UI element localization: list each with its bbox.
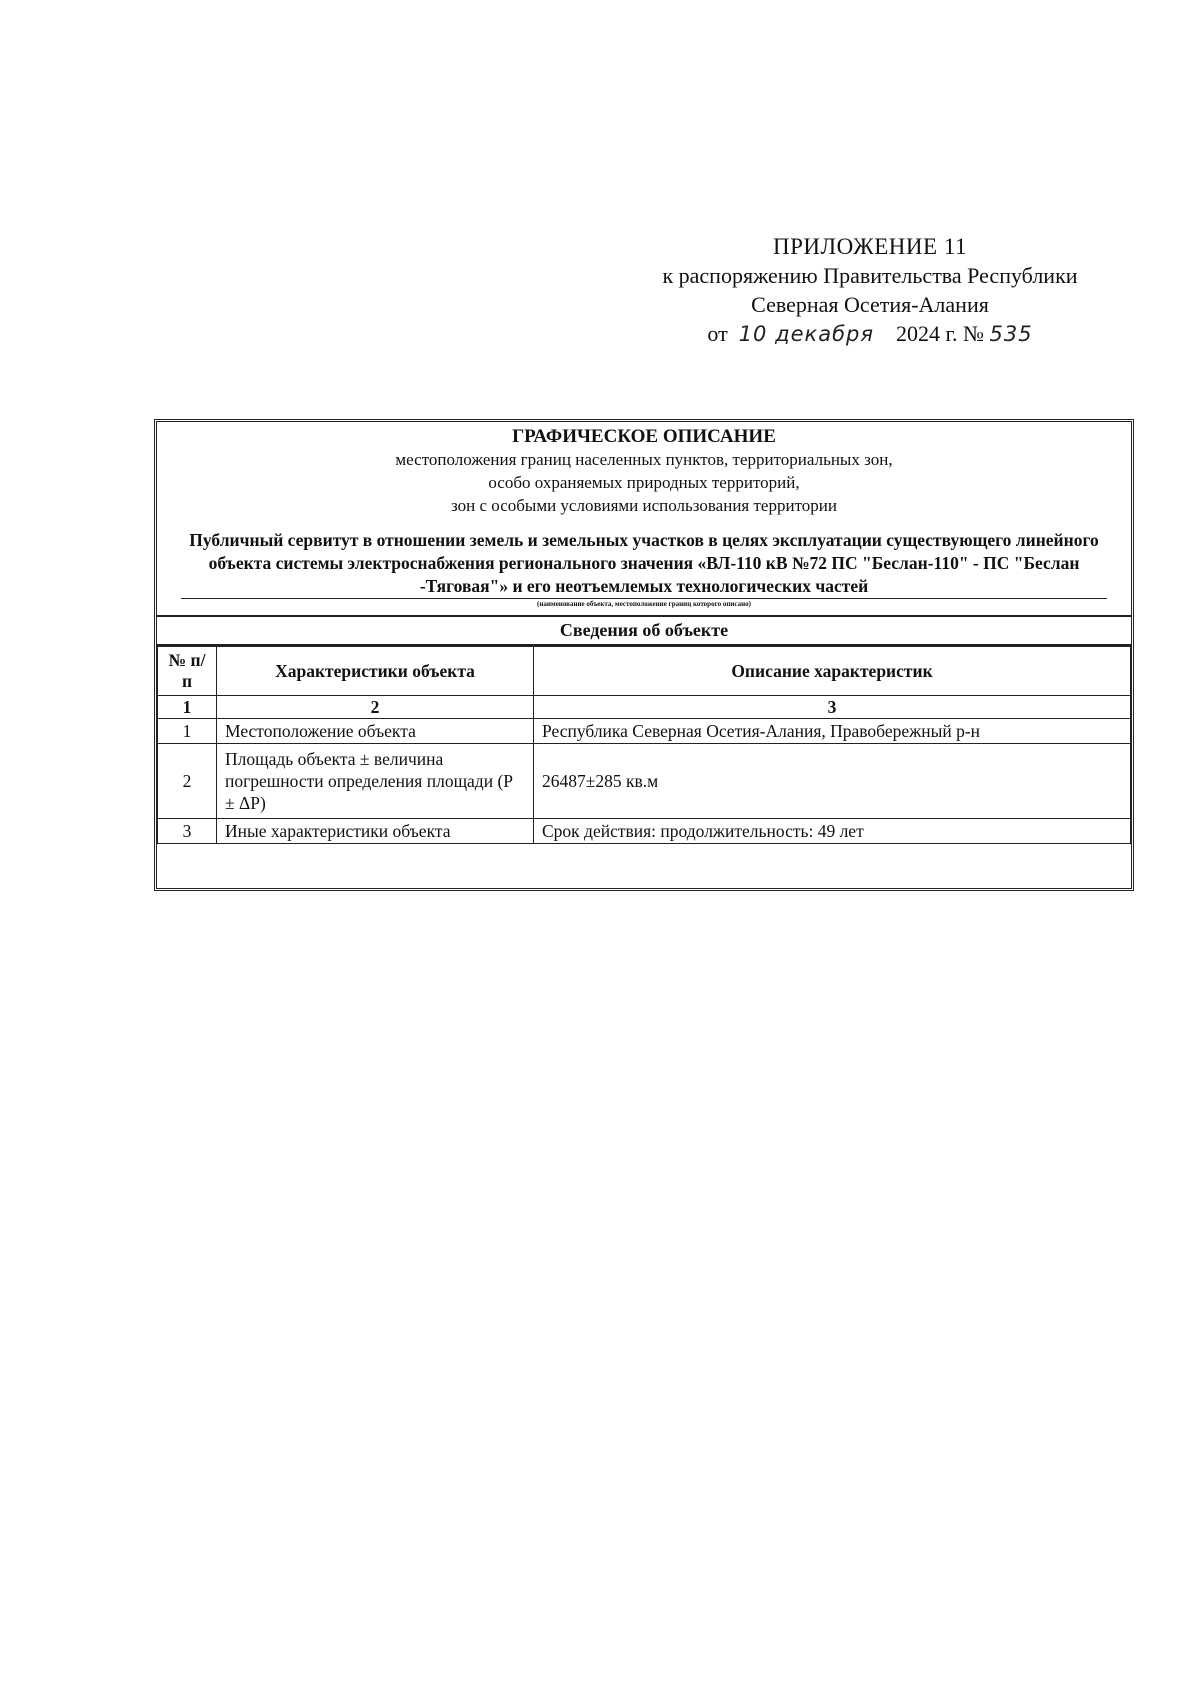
table-row <box>158 719 1131 744</box>
table-row <box>158 819 1131 844</box>
header-number: № п/п <box>158 647 217 696</box>
description-frame <box>154 419 1134 891</box>
column-number: 1 <box>158 696 217 719</box>
table-row <box>158 744 1131 819</box>
row-value: 26487±285 кв.м <box>534 744 1131 819</box>
header-characteristic: Характеристики объекта <box>217 647 534 696</box>
row-characteristic: Иные характеристики объекта <box>217 819 534 844</box>
description-subtitle-2: особо охраняемых природных территорий, <box>488 473 800 492</box>
description-subtitle-3: зон с особыми условиями использования территории <box>451 496 837 515</box>
date-prefix: от <box>707 321 728 346</box>
table-header-row <box>158 647 1131 696</box>
object-info-table <box>157 646 1131 844</box>
header-description: Описание характеристик <box>534 647 1131 696</box>
row-number: 3 <box>158 819 217 844</box>
appendix-line-1: к распоряжению Правительства Республики <box>662 263 1078 288</box>
description-title: ГРАФИЧЕСКОЕ ОПИСАНИЕ <box>512 426 776 447</box>
appendix-date-line <box>600 319 1140 349</box>
row-number: 2 <box>158 744 217 819</box>
description-header <box>157 422 1131 598</box>
column-number: 2 <box>217 696 534 719</box>
year-number-label: 2024 г. № <box>896 321 985 346</box>
row-value: Республика Северная Осетия-Алания, Правобережный р-н <box>534 719 1131 744</box>
appendix-title: ПРИЛОЖЕНИЕ 11 <box>773 234 967 259</box>
object-name: Публичный сервитут в отношении земель и земельных участков в целях эксплуатации существующего линейного объекта системы электроснабжения регионального значения «ВЛ-110 кВ №72 ПС "Беслан-110" - ПС "Беслан -Тяговая"» и его неотъемлемых технологических частей <box>189 530 1099 596</box>
object-name-caption: (наименование объекта, местоположение границ которого описано) <box>537 600 751 608</box>
column-number: 3 <box>534 696 1131 719</box>
row-characteristic: Площадь объекта ± величина погрешности определения площади (P ± ΔP) <box>217 744 534 819</box>
appendix-block <box>600 232 1140 349</box>
row-characteristic: Местоположение объекта <box>217 719 534 744</box>
handwritten-date: 10 декабря <box>738 322 874 346</box>
row-value: Срок действия: продолжительность: 49 лет <box>534 819 1131 844</box>
column-number-row <box>158 696 1131 719</box>
handwritten-number: 535 <box>989 322 1033 346</box>
description-subtitle-1: местоположения границ населенных пунктов, территориальных зон, <box>395 450 893 469</box>
appendix-line-2: Северная Осетия-Алания <box>751 292 989 317</box>
row-number: 1 <box>158 719 217 744</box>
section-title: Сведения об объекте <box>157 615 1131 646</box>
